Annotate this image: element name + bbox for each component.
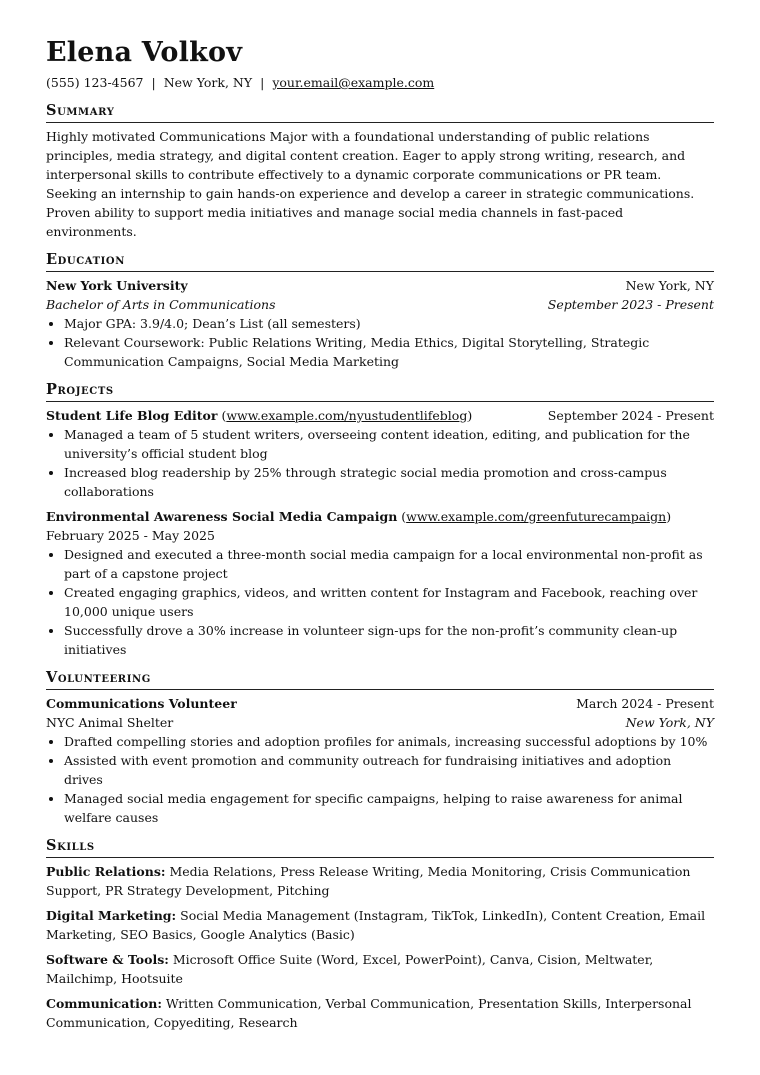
list-item: • Increased blog readership by 25% through strategic social media promotion and cross-campus collaborations bbox=[64, 463, 714, 501]
list-item: • Assisted with event promotion and community outreach for fundraising initiatives and adoption drives bbox=[64, 751, 714, 789]
list-item: • Major GPA: 3.9/4.0; Dean’s List (all semesters) bbox=[64, 314, 714, 333]
section-title-education: Education bbox=[46, 251, 714, 272]
list-item: • Drafted compelling stories and adoption profiles for animals, increasing successful adoptions by 10% bbox=[64, 732, 714, 751]
skill-line bbox=[46, 994, 714, 1032]
volunteer-org: NYC Animal Shelter bbox=[46, 715, 174, 730]
skill-label: Digital Marketing: bbox=[46, 908, 177, 923]
project-link[interactable]: www.example.com/greenfuturecampaign bbox=[406, 509, 667, 524]
education-bullets bbox=[46, 314, 714, 371]
education-row-1 bbox=[46, 276, 714, 295]
school-location: New York, NY bbox=[625, 278, 714, 293]
volunteer-row-1 bbox=[46, 694, 714, 713]
education-row-2 bbox=[46, 295, 714, 314]
summary-text: Highly motivated Communications Major with a foundational understanding of public relations principles, media strategy, and digital content creation. Eager to apply strong writing, research, and interpersonal skills to contribute effectively to a dynamic corporate communications or PR team. Seeking an internship to gain hands-on experience and develop a career in strategic communications. Proven ability to support media initiatives and manage social media channels in fast-paced environments. bbox=[46, 129, 695, 239]
phone: (555) 123-4567 bbox=[46, 75, 144, 90]
candidate-name: Elena Volkov bbox=[46, 37, 243, 68]
email-link[interactable]: your.email@example.com bbox=[272, 75, 435, 90]
summary-section bbox=[46, 102, 714, 241]
volunteer-bullets bbox=[46, 732, 714, 827]
volunteer-row-2 bbox=[46, 713, 714, 732]
location: New York, NY bbox=[163, 75, 253, 90]
project-item bbox=[46, 507, 714, 659]
project-item bbox=[46, 406, 714, 501]
separator: | bbox=[260, 75, 265, 90]
volunteer-role: Communications Volunteer bbox=[46, 696, 237, 711]
project-header: Environmental Awareness Social Media Campaign (www.example.com/greenfuturecampaign) February 2025 - May 2025 bbox=[46, 509, 676, 543]
skill-line bbox=[46, 906, 714, 944]
skill-text: Media Relations, Press Release Writing, Media Monitoring, Crisis Communication Support, PR Strategy Development, Pitching bbox=[46, 864, 691, 898]
separator: | bbox=[151, 75, 156, 90]
school-name: New York University bbox=[46, 278, 188, 293]
section-title-summary: Summary bbox=[46, 102, 714, 123]
project-dates: February 2025 - May 2025 bbox=[46, 528, 215, 543]
skill-text: Social Media Management (Instagram, TikTok, LinkedIn), Content Creation, Email Marketing, SEO Basics, Google Analytics (Basic) bbox=[46, 908, 706, 942]
education-section bbox=[46, 251, 714, 371]
skill-label: Communication: bbox=[46, 996, 162, 1011]
list-item: • Designed and executed a three-month social media campaign for a local environmental non-profit as part of a capstone project bbox=[64, 545, 714, 583]
section-title-projects: Projects bbox=[46, 381, 714, 402]
section-title-skills: Skills bbox=[46, 837, 714, 858]
degree: Bachelor of Arts in Communications bbox=[46, 297, 276, 312]
project-header: Student Life Blog Editor (www.example.com/nyustudentlifeblog) September 2024 - Present bbox=[46, 408, 714, 423]
project-link[interactable]: www.example.com/nyustudentlifeblog bbox=[226, 408, 468, 423]
skill-line bbox=[46, 862, 714, 900]
contact-line bbox=[46, 74, 714, 92]
project-bullets bbox=[46, 545, 714, 659]
list-item: • Relevant Coursework: Public Relations Writing, Media Ethics, Digital Storytelling, Strategic Communication Campaigns, Social Media Marketing bbox=[64, 333, 714, 371]
skill-line bbox=[46, 950, 714, 988]
project-name: Student Life Blog Editor bbox=[46, 408, 218, 423]
skill-label: Public Relations: bbox=[46, 864, 166, 879]
list-item: • Successfully drove a 30% increase in volunteer sign-ups for the non-profit’s community clean-up initiatives bbox=[64, 621, 714, 659]
projects-section bbox=[46, 381, 714, 659]
education-dates: September 2023 - Present bbox=[547, 297, 714, 312]
skill-text: Microsoft Office Suite (Word, Excel, PowerPoint), Canva, Cision, Meltwater, Mailchimp, Hootsuite bbox=[46, 952, 654, 986]
list-item: • Created engaging graphics, videos, and written content for Instagram and Facebook, reaching over 10,000 unique users bbox=[64, 583, 714, 621]
section-title-volunteering: Volunteering bbox=[46, 669, 714, 690]
project-dates: September 2024 - Present bbox=[547, 408, 714, 423]
skill-text: Written Communication, Verbal Communication, Presentation Skills, Interpersonal Communication, Copyediting, Research bbox=[46, 996, 692, 1030]
skills-section bbox=[46, 837, 714, 1032]
volunteer-dates: March 2024 - Present bbox=[576, 696, 714, 711]
list-item: • Managed a team of 5 student writers, overseeing content ideation, editing, and publication for the university’s official student blog bbox=[64, 425, 714, 463]
skill-label: Software & Tools: bbox=[46, 952, 169, 967]
list-item: • Managed social media engagement for specific campaigns, helping to raise awareness for animal welfare causes bbox=[64, 789, 714, 827]
project-bullets bbox=[46, 425, 714, 501]
project-name: Environmental Awareness Social Media Campaign bbox=[46, 509, 398, 524]
volunteering-section bbox=[46, 669, 714, 827]
volunteer-location: New York, NY bbox=[625, 715, 714, 730]
